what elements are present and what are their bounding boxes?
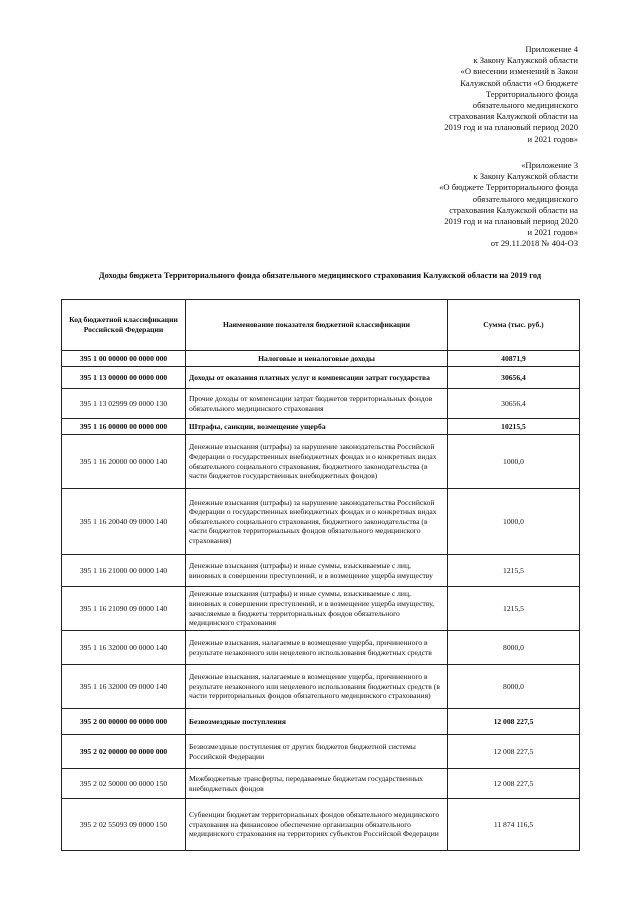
cell-amount: 30656,4 xyxy=(448,389,580,419)
cell-amount: 8000,0 xyxy=(448,665,580,709)
table-row xyxy=(62,709,580,735)
cell-name: Безвозмездные поступления от других бюджетов бюджетной системы Российской Федерации xyxy=(186,735,448,769)
table-header-row xyxy=(62,300,580,351)
cell-name: Безвозмездные поступления xyxy=(186,709,448,735)
header-line: к Закону Калужской области xyxy=(473,171,578,182)
cell-name: Штрафы, санкции, возмещение ущерба xyxy=(186,419,448,435)
cell-code: 395 2 02 50000 00 0000 150 xyxy=(62,769,186,799)
cell-code: 395 2 02 55093 09 0000 150 xyxy=(62,799,186,851)
header-line: и 2021 годов» xyxy=(527,133,578,144)
cell-name: Денежные взыскания (штрафы) за нарушение законодательства Российской Федерации о государственных внебюджетных фондах и о конкретных видах обязательного социального страхования, бюджетного законодательства (в части бюджетов государственных внебюджетных фондов) xyxy=(186,435,448,489)
cell-name: Денежные взыскания (штрафы) за нарушение законодательства Российской Федерации о государственных внебюджетных фондах и о конкретных видах обязательного социального страхования, бюджетного законодательства (в части бюджетов территориальных фондов обязательного медицинского страхования) xyxy=(186,489,448,555)
header-line: «О внесении изменений в Закон xyxy=(460,66,578,77)
header-line: и 2021 годов» xyxy=(527,227,578,238)
cell-code: 395 1 13 02999 09 0000 130 xyxy=(62,389,186,419)
cell-amount: 1000,0 xyxy=(448,435,580,489)
table-row xyxy=(62,489,580,555)
cell-code: 395 1 00 00000 00 0000 000 xyxy=(62,351,186,367)
header-line: 2019 год и на плановый период 2020 xyxy=(444,122,578,133)
header-line: Территориального фонда xyxy=(485,88,578,99)
table-body xyxy=(62,351,580,851)
table-row xyxy=(62,389,580,419)
cell-code: 395 1 16 20040 09 0000 140 xyxy=(62,489,186,555)
column-header-code: Код бюджетной классификации Российской Федерации xyxy=(62,300,186,351)
cell-code: 395 1 16 32000 00 0000 140 xyxy=(62,631,186,665)
cell-code: 395 1 16 00000 00 0000 000 xyxy=(62,419,186,435)
cell-amount: 12 008 227,5 xyxy=(448,769,580,799)
revenue-table xyxy=(61,299,580,851)
cell-code: 395 1 16 32000 09 0000 140 xyxy=(62,665,186,709)
cell-amount: 30656,4 xyxy=(448,367,580,389)
column-header-amount: Сумма (тыс. руб.) xyxy=(448,300,580,351)
cell-name: Доходы от оказания платных услуг и компенсации затрат государства xyxy=(186,367,448,389)
header-line: Калужской области «О бюджете xyxy=(460,77,578,88)
header-line: обязательного медицинского xyxy=(472,193,578,204)
cell-code: 395 1 13 00000 00 0000 000 xyxy=(62,367,186,389)
table-row xyxy=(62,799,580,851)
table-row xyxy=(62,555,580,587)
cell-name: Денежные взыскания (штрафы) и иные суммы, взыскиваемые с лиц, виновных в совершении преступлений, и в возмещение ущерба имуществу, зачисляемые в бюджеты территориальных фондов обязательного медицинского страхования xyxy=(186,587,448,631)
cell-amount: 1215,5 xyxy=(448,555,580,587)
cell-amount: 1215,5 xyxy=(448,587,580,631)
table-row xyxy=(62,419,580,435)
cell-code: 395 2 02 00000 00 0000 000 xyxy=(62,735,186,769)
table-row xyxy=(62,367,580,389)
header-line: «О бюджете Территориального фонда xyxy=(439,182,578,193)
table-row xyxy=(62,769,580,799)
table-row xyxy=(62,665,580,709)
cell-amount: 40871,9 xyxy=(448,351,580,367)
column-header-name: Наименование показателя бюджетной классификации xyxy=(186,300,448,351)
cell-code: 395 1 16 20000 00 0000 140 xyxy=(62,435,186,489)
document-title: Доходы бюджета Территориального фонда обязательного медицинского страхования Калужской области на 2019 год xyxy=(98,271,542,280)
table-row xyxy=(62,435,580,489)
cell-name: Субвенции бюджетам территориальных фондов обязательного медицинского страхования на финансовое обеспечение организации обязательного медицинского страхования на территориях субъектов Российской Федерации xyxy=(186,799,448,851)
cell-amount: 12 008 227,5 xyxy=(448,709,580,735)
header-line: Приложение 4 xyxy=(525,44,578,54)
cell-amount: 12 008 227,5 xyxy=(448,735,580,769)
table-row xyxy=(62,735,580,769)
cell-code: 395 2 00 00000 00 0000 000 xyxy=(62,709,186,735)
cell-amount: 11 874 116,5 xyxy=(448,799,580,851)
annex-current-header xyxy=(444,44,578,145)
header-line: страхования Калужской области на xyxy=(449,111,578,122)
annex-previous-header xyxy=(439,160,578,250)
cell-name: Налоговые и неналоговые доходы xyxy=(186,351,448,367)
cell-amount: 10215,5 xyxy=(448,419,580,435)
table-row xyxy=(62,351,580,367)
table-row xyxy=(62,587,580,631)
header-line: «Приложение 3 xyxy=(521,160,578,170)
cell-name: Прочие доходы от компенсации затрат бюджетов территориальных фондов обязательного медицинского страхования xyxy=(186,389,448,419)
table-row xyxy=(62,631,580,665)
cell-amount: 1000,0 xyxy=(448,489,580,555)
cell-name: Денежные взыскания, налагаемые в возмещение ущерба, причиненного в результате незаконного или нецелевого использования бюджетных средств (в части территориальных фондов обязательного медицинского страхования) xyxy=(186,665,448,709)
cell-name: Денежные взыскания, налагаемые в возмещение ущерба, причиненного в результате незаконного или нецелевого использования бюджетных средств xyxy=(186,631,448,665)
header-line: страхования Калужской области на xyxy=(449,204,578,215)
cell-name: Межбюджетные трансферты, передаваемые бюджетам государственных внебюджетных фондов xyxy=(186,769,448,799)
cell-code: 395 1 16 21090 09 0000 140 xyxy=(62,587,186,631)
cell-code: 395 1 16 21000 00 0000 140 xyxy=(62,555,186,587)
header-line: обязательного медицинского xyxy=(472,100,578,111)
cell-amount: 8000,0 xyxy=(448,631,580,665)
header-line: 2019 год и на плановый период 2020 xyxy=(444,216,578,227)
cell-name: Денежные взыскания (штрафы) и иные суммы, взыскиваемые с лиц, виновных в совершении преступлений, и в возмещение ущерба имуществу xyxy=(186,555,448,587)
header-line: к Закону Калужской области xyxy=(473,55,578,66)
header-line: от 29.11.2018 № 404-ОЗ xyxy=(490,238,578,249)
